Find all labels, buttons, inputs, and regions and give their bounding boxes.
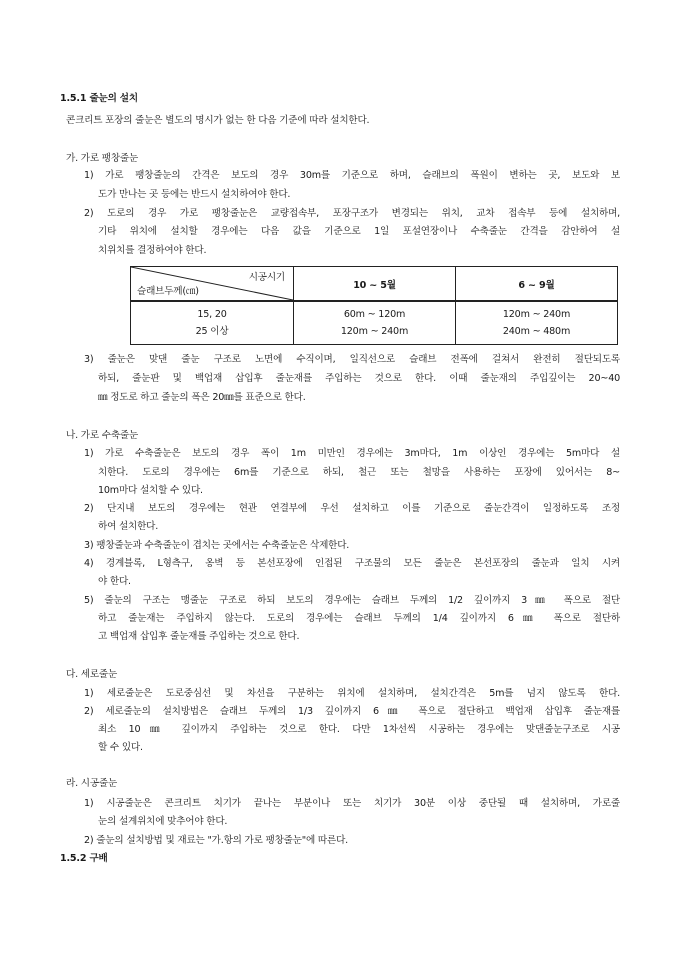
section-heading-1-5-2: 1.5.2 구배 (60, 853, 108, 864)
ra-item-2: 2) 줄눈의 설치방법 및 재료는 "가.항의 가로 팽창줄눈"에 따른다. (84, 835, 348, 846)
da-item-2-line-3: 할 수 있다. (98, 742, 143, 753)
da-item-1: 1) 세로줄눈은 도로중심선 및 차선을 구분하는 위치에 설치하며, 설치간격은 5m를 넘지 않도록 한다. (84, 688, 620, 699)
ra-item-1-line-2: 눈의 설계위치에 맞추어야 한다. (98, 816, 228, 827)
ra-item-1-line-1: 1) 시공줄눈은 콘크리트 치기가 끝나는 부분이나 또는 치기가 30분 이상 중단될 때 설치하며, 가로줄 (84, 798, 620, 809)
na-item-4-line-1: 4) 경계블록, L형측구, 옹벽 등 본선포장에 인접된 구조물의 모든 줄눈은 본선포장의 줄눈과 일치 시켜 (84, 558, 620, 569)
na-item-3: 3) 팽창줄눈과 수축줄눈이 겹치는 곳에서는 수축줄눈은 삭제한다. (84, 540, 350, 551)
na-item-5-line-3: 고 백업재 삽입후 줄눈재를 주입하는 것으로 한다. (98, 631, 300, 642)
cell-thickness: 15, 20 25 이상 (131, 301, 294, 345)
ga-item-2-line-2: 기타 위치에 설치할 경우에는 다음 값을 기준으로 1일 포설연장이나 수축줄눈 간격을 감안하여 설 (98, 226, 620, 237)
na-item-2-line-1: 2) 단지내 보도의 경우에는 현관 연결부에 우선 설치하고 이를 기준으로 줄눈간격이 일정하도록 조정 (84, 503, 620, 514)
header-construction-period: 시공시기 (248, 272, 285, 283)
ga-item-1-line-2: 도가 만나는 곳 등에는 반드시 설치하여야 한다. (98, 189, 291, 200)
subsection-title-ga: 가. 가로 팽창줄눈 (66, 153, 139, 164)
header-jun-sep: 6 ~ 9월 (456, 267, 618, 302)
cell-oct-may: 60m ~ 120m 120m ~ 240m (294, 301, 456, 345)
na-item-1-line-1: 1) 가로 수축줄눈은 보도의 경우 폭이 1m 미만인 경우에는 3m마다, 1m 이상인 경우에는 5m마다 설 (84, 448, 620, 459)
na-item-1-line-2: 치한다. 도로의 경우에는 6m를 기준으로 하되, 철근 또는 철망을 사용하는 포장에 있어서는 8~ (98, 467, 620, 478)
table-row (131, 301, 618, 345)
na-item-2-line-2: 하여 설치한다. (98, 521, 159, 532)
header-oct-may: 10 ~ 5월 (294, 267, 456, 302)
subsection-title-ra: 라. 시공줄눈 (66, 778, 118, 789)
na-item-5-line-2: 하고 줄눈재는 주입하지 않는다. 도로의 경우에는 슬래브 두께의 1/4 깊이까지 6㎜ 폭으로 절단하 (98, 613, 620, 624)
da-item-2-line-1: 2) 세로줄눈의 설치방법은 슬래브 두께의 1/3 깊이까지 6㎜ 폭으로 절단하고 백업재 삽입후 줄눈재를 (84, 706, 620, 717)
ga-item-2-line-3: 치위치를 결정하여야 한다. (98, 245, 207, 256)
na-item-5-line-1: 5) 줄눈의 구조는 맹줄눈 구조로 하되 보도의 경우에는 슬래브 두께의 1/2 깊이까지 3㎜ 폭으로 절단 (84, 595, 620, 606)
da-item-2-line-2: 최소 10㎜ 깊이까지 주입하는 것으로 한다. 다만 1차선씩 시공하는 경우에는 맞댄줄눈구조로 시공 (98, 724, 620, 735)
ga-item-3-line-3: ㎜ 정도로 하고 줄눈의 폭은 20㎜를 표준으로 한다. (98, 392, 306, 403)
intro-paragraph: 콘크리트 포장의 줄눈은 별도의 명시가 없는 한 다음 기준에 따라 설치한다. (66, 115, 370, 126)
subsection-title-na: 나. 가로 수축줄눈 (66, 430, 139, 441)
table-diagonal-header-cell (131, 267, 294, 302)
na-item-4-line-2: 야 한다. (98, 576, 131, 587)
joint-spacing-table (130, 266, 618, 345)
ga-item-3-line-2: 하되, 줄눈판 및 백업재 삽입후 줄눈재를 주입하는 것으로 한다. 이때 줄눈재의 주입깊이는 20~40 (98, 373, 620, 384)
cell-jun-sep: 120m ~ 240m 240m ~ 480m (456, 301, 618, 345)
ga-item-2-line-1: 2) 도로의 경우 가로 팽창줄눈은 교량접속부, 포장구조가 변경되는 위치, 교차 접속부 등에 설치하며, (84, 208, 620, 219)
ga-item-1-line-1: 1) 가로 팽창줄눈의 간격은 보도의 경우 30m를 기준으로 하며, 슬래브의 폭원이 변하는 곳, 보도와 보 (84, 170, 620, 181)
section-heading-1-5-1: 1.5.1 줄눈의 설치 (60, 93, 138, 104)
na-item-1-line-3: 10m마다 설치할 수 있다. (98, 485, 203, 496)
subsection-title-da: 다. 세로줄눈 (66, 669, 118, 680)
header-slab-thickness: 슬래브두께(㎝) (137, 286, 199, 297)
ga-item-3-line-1: 3) 줄눈은 맞댄 줄눈 구조로 노면에 수직이며, 일직선으로 슬래브 전폭에 걸쳐서 완전히 절단되도록 (84, 354, 620, 365)
